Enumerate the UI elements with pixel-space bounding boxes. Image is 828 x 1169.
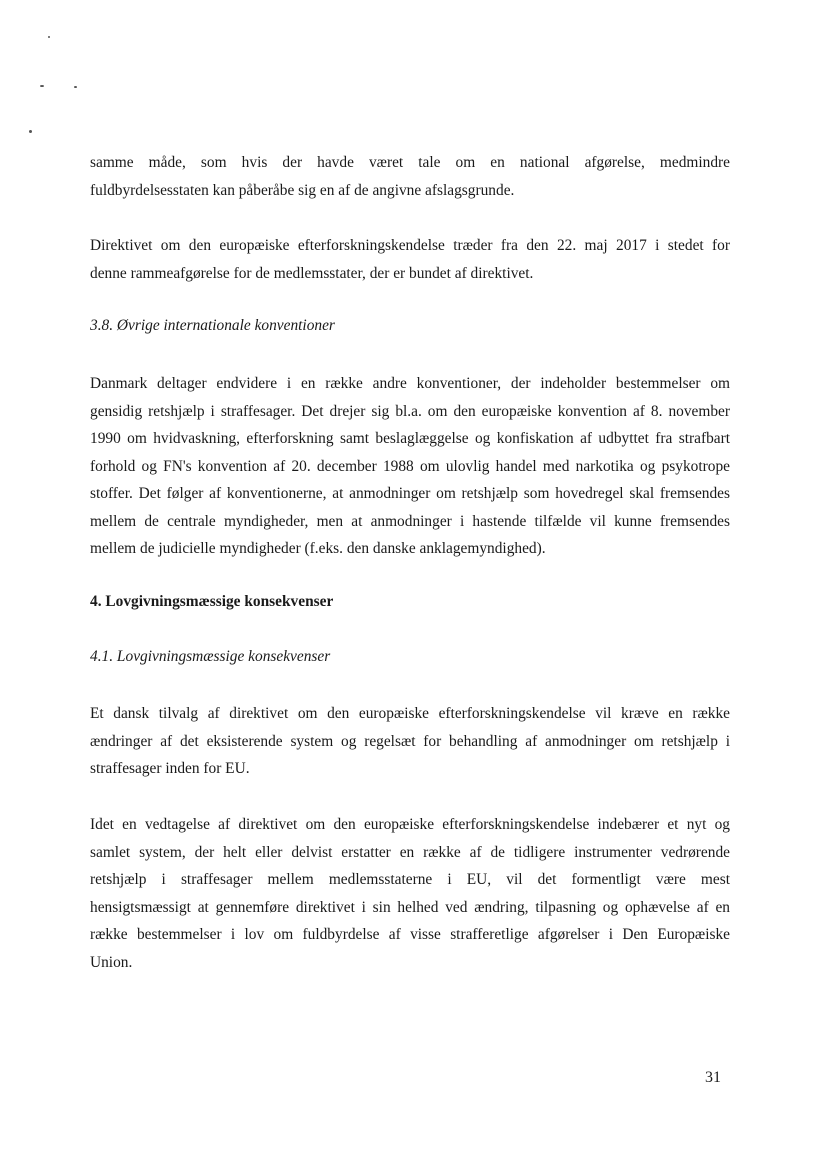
- text-line: Et dansk tilvalg af direktivet om den europæiske efterforskningskendelse vil kræve en række: [90, 705, 730, 722]
- text-line: retshjælp i straffesager mellem medlemsstaterne i EU, vil det formentligt være mest: [90, 871, 730, 888]
- subsection-heading-4-1: [90, 648, 730, 666]
- text-line: hensigtsmæssigt at gennemføre direktivet i sin helhed ved ændring, tilpasning og ophævelse af en: [90, 898, 730, 916]
- paragraph-3: [90, 370, 730, 563]
- text-line: samme måde, som hvis der havde været tale om en national afgørelse, medmindre: [90, 154, 730, 171]
- text-line: samlet system, der helt eller delvist erstatter en række af de tidligere instrumenter vedrørende: [90, 843, 730, 861]
- section-heading-4: [90, 593, 730, 611]
- text-line: gensidig retshjælp i straffesager. Det drejer sig bl.a. om den europæiske konvention af 8. november: [90, 402, 730, 420]
- text-line: Idet en vedtagelse af direktivet om den europæiske efterforskningskendelse indebærer et nyt og: [90, 816, 730, 833]
- text-line: straffesager inden for EU.: [90, 760, 250, 777]
- subsection-title: 3.8. Øvrige internationale konventioner: [90, 317, 335, 334]
- page-number: 31: [705, 1069, 721, 1086]
- text-line: mellem de centrale myndigheder, men at anmodninger i hastende tilfælde vil kunne fremsendes: [90, 512, 730, 530]
- text-line: 1990 om hvidvaskning, efterforskning samt beslaglæggelse og konfiskation af udbyttet fra strafbart: [90, 430, 730, 447]
- text-line: mellem de judicielle myndigheder (f.eks. den danske anklagemyndighed).: [90, 540, 546, 557]
- text-line: ændringer af det eksisterende system og regelsæt for behandling af anmodninger om retshjælp i: [90, 732, 730, 750]
- section-title: 4. Lovgivningsmæssige konsekvenser: [90, 593, 334, 610]
- subsection-title: 4.1. Lovgivningsmæssige konsekvenser: [90, 648, 331, 665]
- scan-speck: [40, 85, 44, 87]
- scan-speck: [48, 36, 50, 38]
- paragraph-5: [90, 811, 730, 976]
- paragraph-1: [90, 149, 730, 204]
- text-line: række bestemmelser i lov om fuldbyrdelse af visse strafferetlige afgørelser i Den Europæiske: [90, 926, 730, 943]
- scan-speck: [74, 86, 77, 88]
- text-line: stoffer. Det følger af konventionerne, at anmodninger om retshjælp som hovedregel skal fremsendes: [90, 485, 730, 502]
- paragraph-2: [90, 232, 730, 287]
- text-line: denne rammeafgørelse for de medlemsstater, der er bundet af direktivet.: [90, 264, 534, 282]
- text-line: forhold og FN's konvention af 20. december 1988 om ulovlig handel med narkotika og psykotrope: [90, 457, 730, 475]
- text-line: Danmark deltager endvidere i en række andre konventioner, der indeholder bestemmelser om: [90, 375, 730, 392]
- paragraph-4: [90, 700, 730, 783]
- text-line: Direktivet om den europæiske efterforskningskendelse træder fra den 22. maj 2017 i stedet for: [90, 237, 730, 254]
- text-line: Union.: [90, 953, 133, 971]
- subsection-heading-3-8: [90, 317, 730, 335]
- text-line: fuldbyrdelsesstaten kan påberåbe sig en af de angivne afslagsgrunde.: [90, 181, 515, 199]
- scan-speck: [29, 130, 32, 133]
